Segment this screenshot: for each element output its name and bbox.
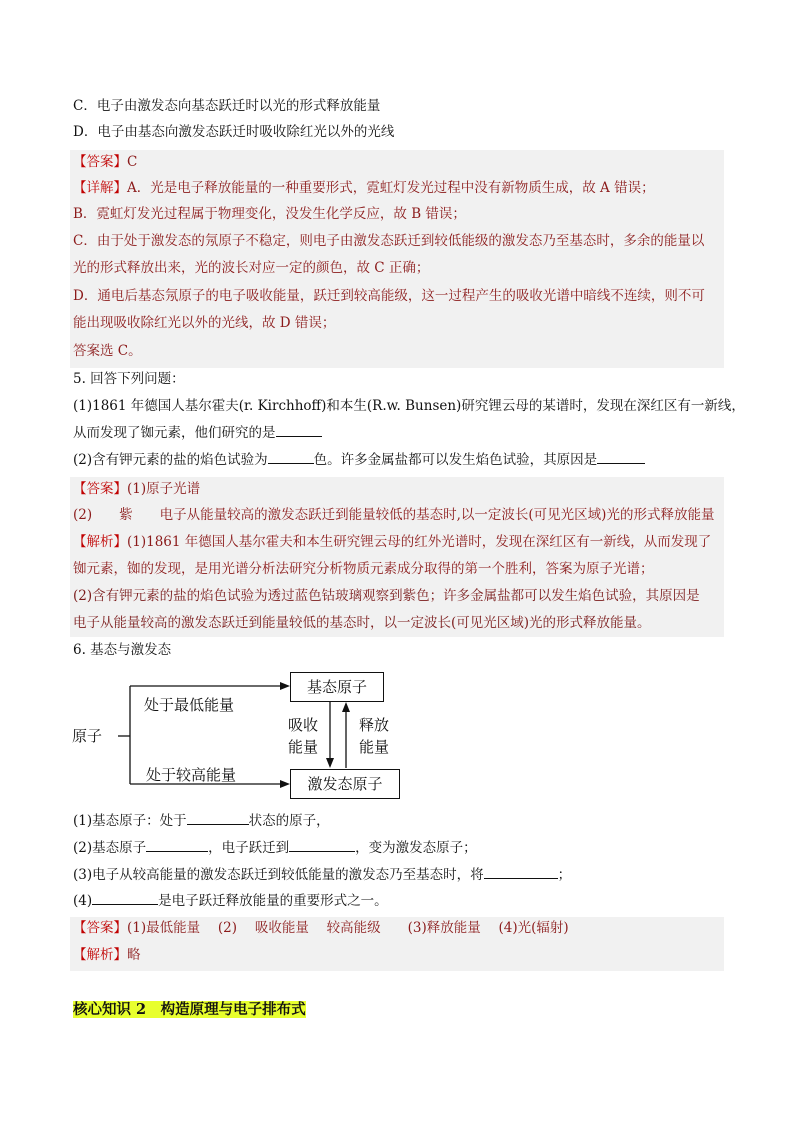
answer-tag: 【答案】 bbox=[73, 920, 127, 936]
q5-analysis4: 电子从能量较高的激发态跃迁到能量较低的基态时，以一定波长(可见光区域)光的形式释放能量。 bbox=[73, 615, 651, 631]
analysis-text: 略 bbox=[127, 947, 141, 963]
analysis-tag: 【解析】 bbox=[73, 534, 127, 550]
q5-p1-line2-text: 从而发现了铷元素，他们研究的是 bbox=[73, 425, 276, 441]
q6-fill4 bbox=[73, 890, 388, 911]
q6-f3-a: (3)电子从较高能量的激发态跃迁到较低能量的激发态乃至基态时，将 bbox=[73, 867, 484, 883]
q6-f3-b: ； bbox=[557, 867, 572, 883]
q6-analysis bbox=[73, 945, 141, 965]
absorb-energy-label: 能量 bbox=[288, 738, 319, 756]
lowest-energy-label: 处于最低能量 bbox=[144, 696, 235, 714]
q6-f4-a: (4) bbox=[73, 893, 93, 909]
blank[interactable] bbox=[484, 864, 558, 879]
q5-analysis1 bbox=[73, 532, 711, 552]
q4-answer bbox=[73, 152, 137, 172]
q6-f1-b: 状态的原子， bbox=[248, 813, 330, 829]
section-heading bbox=[73, 998, 306, 1019]
q4-detail-b: B．霓虹灯发光过程属于物理变化，没发生化学反应，故 B 错误； bbox=[73, 206, 466, 222]
excited-state-box: 激发态原子 bbox=[290, 769, 400, 799]
q5-p2 bbox=[73, 449, 645, 470]
q6-f1-a: (1)基态原子：处于 bbox=[73, 813, 187, 829]
q6-f2-c: ，变为激发态原子； bbox=[355, 840, 477, 856]
release-energy-label: 能量 bbox=[359, 738, 390, 756]
q5-p1-line1: (1)1861 年德国人基尔霍夫(r. Kirchhoff)和本生(R.w. Bunsen)研究锂云母的某谱时，发现在深红区有一新线， bbox=[73, 398, 745, 414]
answer-value: C bbox=[127, 154, 138, 170]
release-label: 释放 bbox=[359, 716, 390, 734]
absorb-label: 吸收 bbox=[288, 716, 319, 734]
blank[interactable] bbox=[146, 837, 208, 852]
q6-fill2 bbox=[73, 837, 477, 858]
q6-f2-b: ，电子跃迁到 bbox=[208, 840, 290, 856]
answer-tag: 【答案】 bbox=[73, 481, 127, 497]
blank[interactable] bbox=[289, 837, 355, 852]
q6-answer bbox=[73, 918, 569, 938]
ground-state-box: 基态原子 bbox=[290, 672, 384, 702]
atom-label: 原子 bbox=[72, 727, 103, 745]
energy-state-diagram bbox=[72, 668, 412, 804]
q4-detail-d2: 能出现吸收除红光以外的光线，故 D 错误； bbox=[73, 315, 336, 331]
option-d: D．电子由基态向激发态跃迁时吸收除红光以外的光线 bbox=[73, 124, 395, 140]
q4-final: 答案选 C。 bbox=[73, 343, 142, 359]
q5-title: 5. 回答下列问题： bbox=[73, 371, 185, 387]
q4-detail-a bbox=[73, 178, 655, 198]
q5-answer2: (2) 紫 电子从能量较高的激发态跃迁到能量较低的基态时,以一定波长(可见光区域)光的形式释放能量 bbox=[73, 507, 715, 523]
q6-f4-b: 是电子跃迁释放能量的重要形式之一。 bbox=[158, 893, 388, 909]
blank[interactable] bbox=[187, 810, 249, 825]
q6-title: 6. 基态与激发态 bbox=[73, 642, 172, 658]
detail-a-text: A．光是电子释放能量的一种重要形式，霓虹灯发光过程中没有新物质生成，故 A 错误； bbox=[127, 180, 655, 196]
q4-detail-d1: D．通电后基态氖原子的电子吸收能量，跃迁到较高能级，这一过程产生的吸收光谱中暗线不连续，则不可 bbox=[73, 288, 705, 304]
detail-tag: 【详解】 bbox=[73, 180, 127, 196]
q5-analysis2: 铷元素，铷的发现，是用光谱分析法研究分析物质元素成分取得的第一个胜利，答案为原子光谱； bbox=[73, 561, 654, 577]
analysis-text: (1)1861 年德国人基尔霍夫和本生研究锂云母的红外光谱时，发现在深红区有一新线，从而发现了 bbox=[127, 534, 712, 550]
section-title: 核心知识 2 构造原理与电子排布式 bbox=[73, 1001, 306, 1018]
blank[interactable] bbox=[597, 449, 645, 464]
q5-p2-a: (2)含有钾元素的盐的焰色试验为 bbox=[73, 452, 268, 468]
blank[interactable] bbox=[268, 449, 314, 464]
q4-detail-c2: 光的形式释放出来，光的波长对应一定的颜色，故 C 正确； bbox=[73, 260, 430, 276]
q5-answer1 bbox=[73, 479, 200, 499]
q5-p2-b: 色。许多金属盐都可以发生焰色试验，其原因是 bbox=[313, 452, 598, 468]
q6-fill3 bbox=[73, 864, 571, 885]
answer-tag: 【答案】 bbox=[73, 154, 127, 170]
q6-fill1 bbox=[73, 810, 330, 831]
analysis-tag: 【解析】 bbox=[73, 947, 127, 963]
answer-value: (1)最低能量 (2) 吸收能量 较高能级 (3)释放能量 (4)光(辐射) bbox=[127, 920, 569, 936]
answer-value: (1)原子光谱 bbox=[127, 481, 201, 497]
q6-f2-a: (2)基态原子 bbox=[73, 840, 147, 856]
q5-analysis3: (2)含有钾元素的盐的焰色试验为透过蓝色钴玻璃观察到紫色；许多金属盐都可以发生焰色试验，其原因是 bbox=[73, 588, 700, 604]
q4-detail-c1: C．由于处于激发态的氖原子不稳定，则电子由激发态跃迁到较低能级的激发态乃至基态时，多余的能量以 bbox=[73, 233, 705, 249]
blank[interactable] bbox=[92, 890, 158, 905]
higher-energy-label: 处于较高能量 bbox=[146, 766, 237, 784]
q5-p1-line2 bbox=[73, 422, 322, 443]
option-c: C．电子由激发态向基态跃迁时以光的形式释放能量 bbox=[73, 98, 381, 114]
blank[interactable] bbox=[276, 422, 322, 437]
